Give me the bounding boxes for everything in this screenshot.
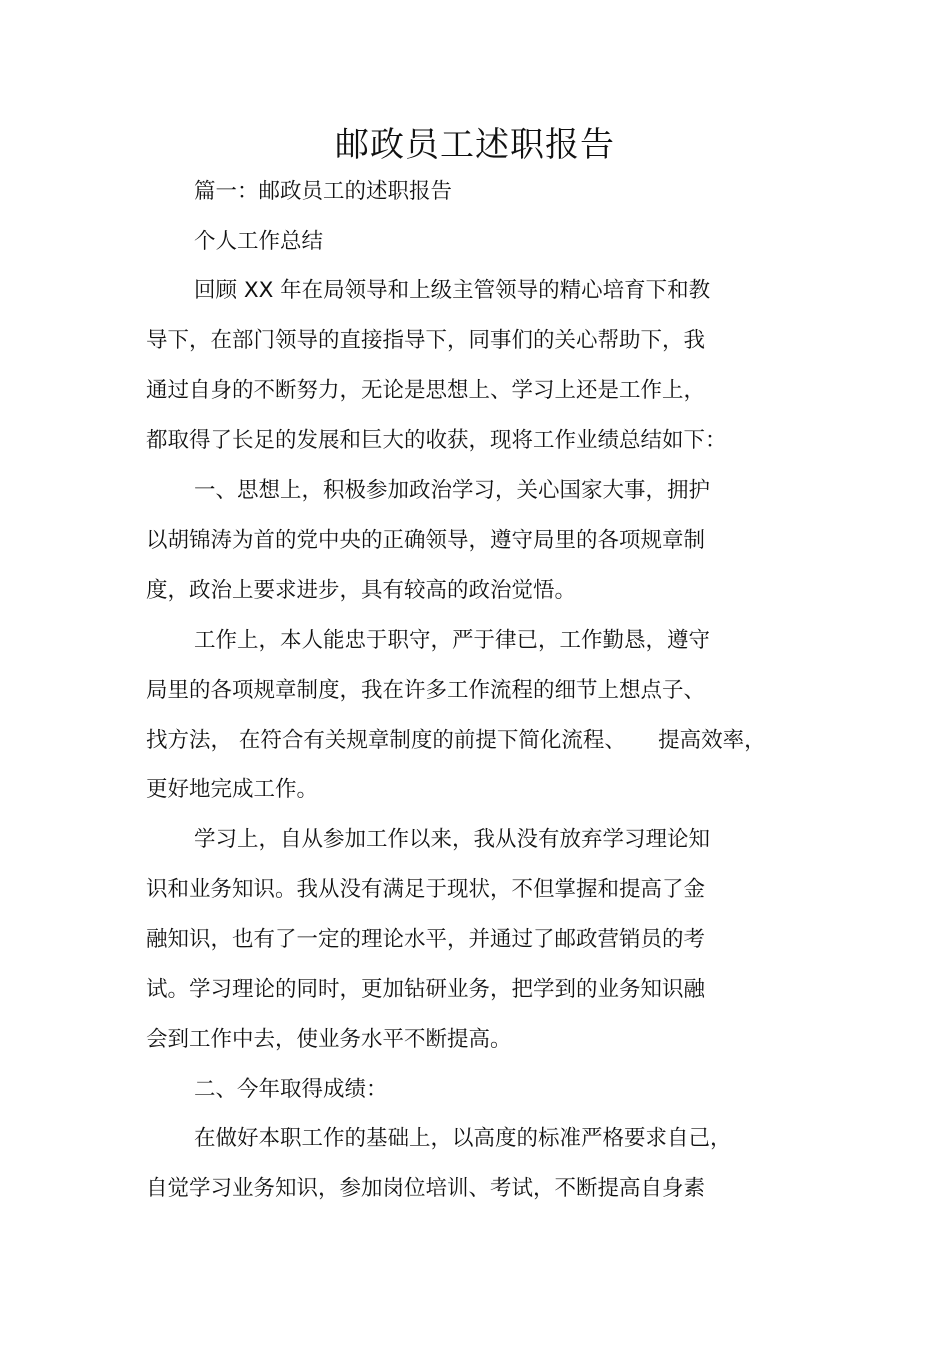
paragraph-line: 导下，在部门领导的直接指导下，同事们的关心帮助下，我 xyxy=(146,328,706,353)
paragraph-line: 自觉学习业务知识，参加岗位培训、考试，不断提高自身素 xyxy=(146,1176,706,1201)
paragraph-line: 更好地完成工作。 xyxy=(146,777,319,802)
paragraph-line: 以胡锦涛为首的党中央的正确领导，遵守局里的各项规章制 xyxy=(146,528,706,553)
paragraph-line: 局里的各项规章制度，我在许多工作流程的细节上想点子、 xyxy=(146,678,706,703)
paragraph-line: 通过自身的不断努力，无论是思想上、学习上还是工作上， xyxy=(146,378,706,403)
paragraph-line: 融知识，也有了一定的理论水平，并通过了邮政营销员的考 xyxy=(146,927,706,952)
section-heading: 篇一：邮政员工的述职报告 xyxy=(194,179,453,204)
paragraph-line: 度，政治上要求进步，具有较高的政治觉悟。 xyxy=(146,578,577,603)
paragraph-line: 试。学习理论的同时，更加钻研业务，把学到的业务知识融 xyxy=(146,977,706,1002)
paragraph-line: 在做好本职工作的基础上，以高度的标准严格要求自己， xyxy=(194,1126,732,1151)
paragraph-line: 会到工作中去，使业务水平不断提高。 xyxy=(146,1027,512,1052)
document-title: 邮政员工述职报告 xyxy=(335,125,615,165)
paragraph-line: 找方法， 在符合有关规章制度的前提下简化流程、 提高效率， xyxy=(146,728,766,753)
paragraph-line: 回顾 XX 年在局领导和上级主管领导的精心培育下和教 xyxy=(194,278,711,303)
section-heading: 二、今年取得成绩： xyxy=(194,1077,388,1102)
paragraph-line: 一、思想上，积极参加政治学习，关心国家大事，拥护 xyxy=(194,478,711,503)
paragraph-line: 识和业务知识。我从没有满足于现状，不但掌握和提高了金 xyxy=(146,877,706,902)
subheading: 个人工作总结 xyxy=(194,229,324,254)
paragraph-line: 都取得了长足的发展和巨大的收获，现将工作业绩总结如下： xyxy=(146,428,727,453)
paragraph-line: 工作上，本人能忠于职守，严于律已，工作勤恳，遵守 xyxy=(194,628,711,653)
paragraph-line: 学习上，自从参加工作以来，我从没有放弃学习理论知 xyxy=(194,827,711,852)
